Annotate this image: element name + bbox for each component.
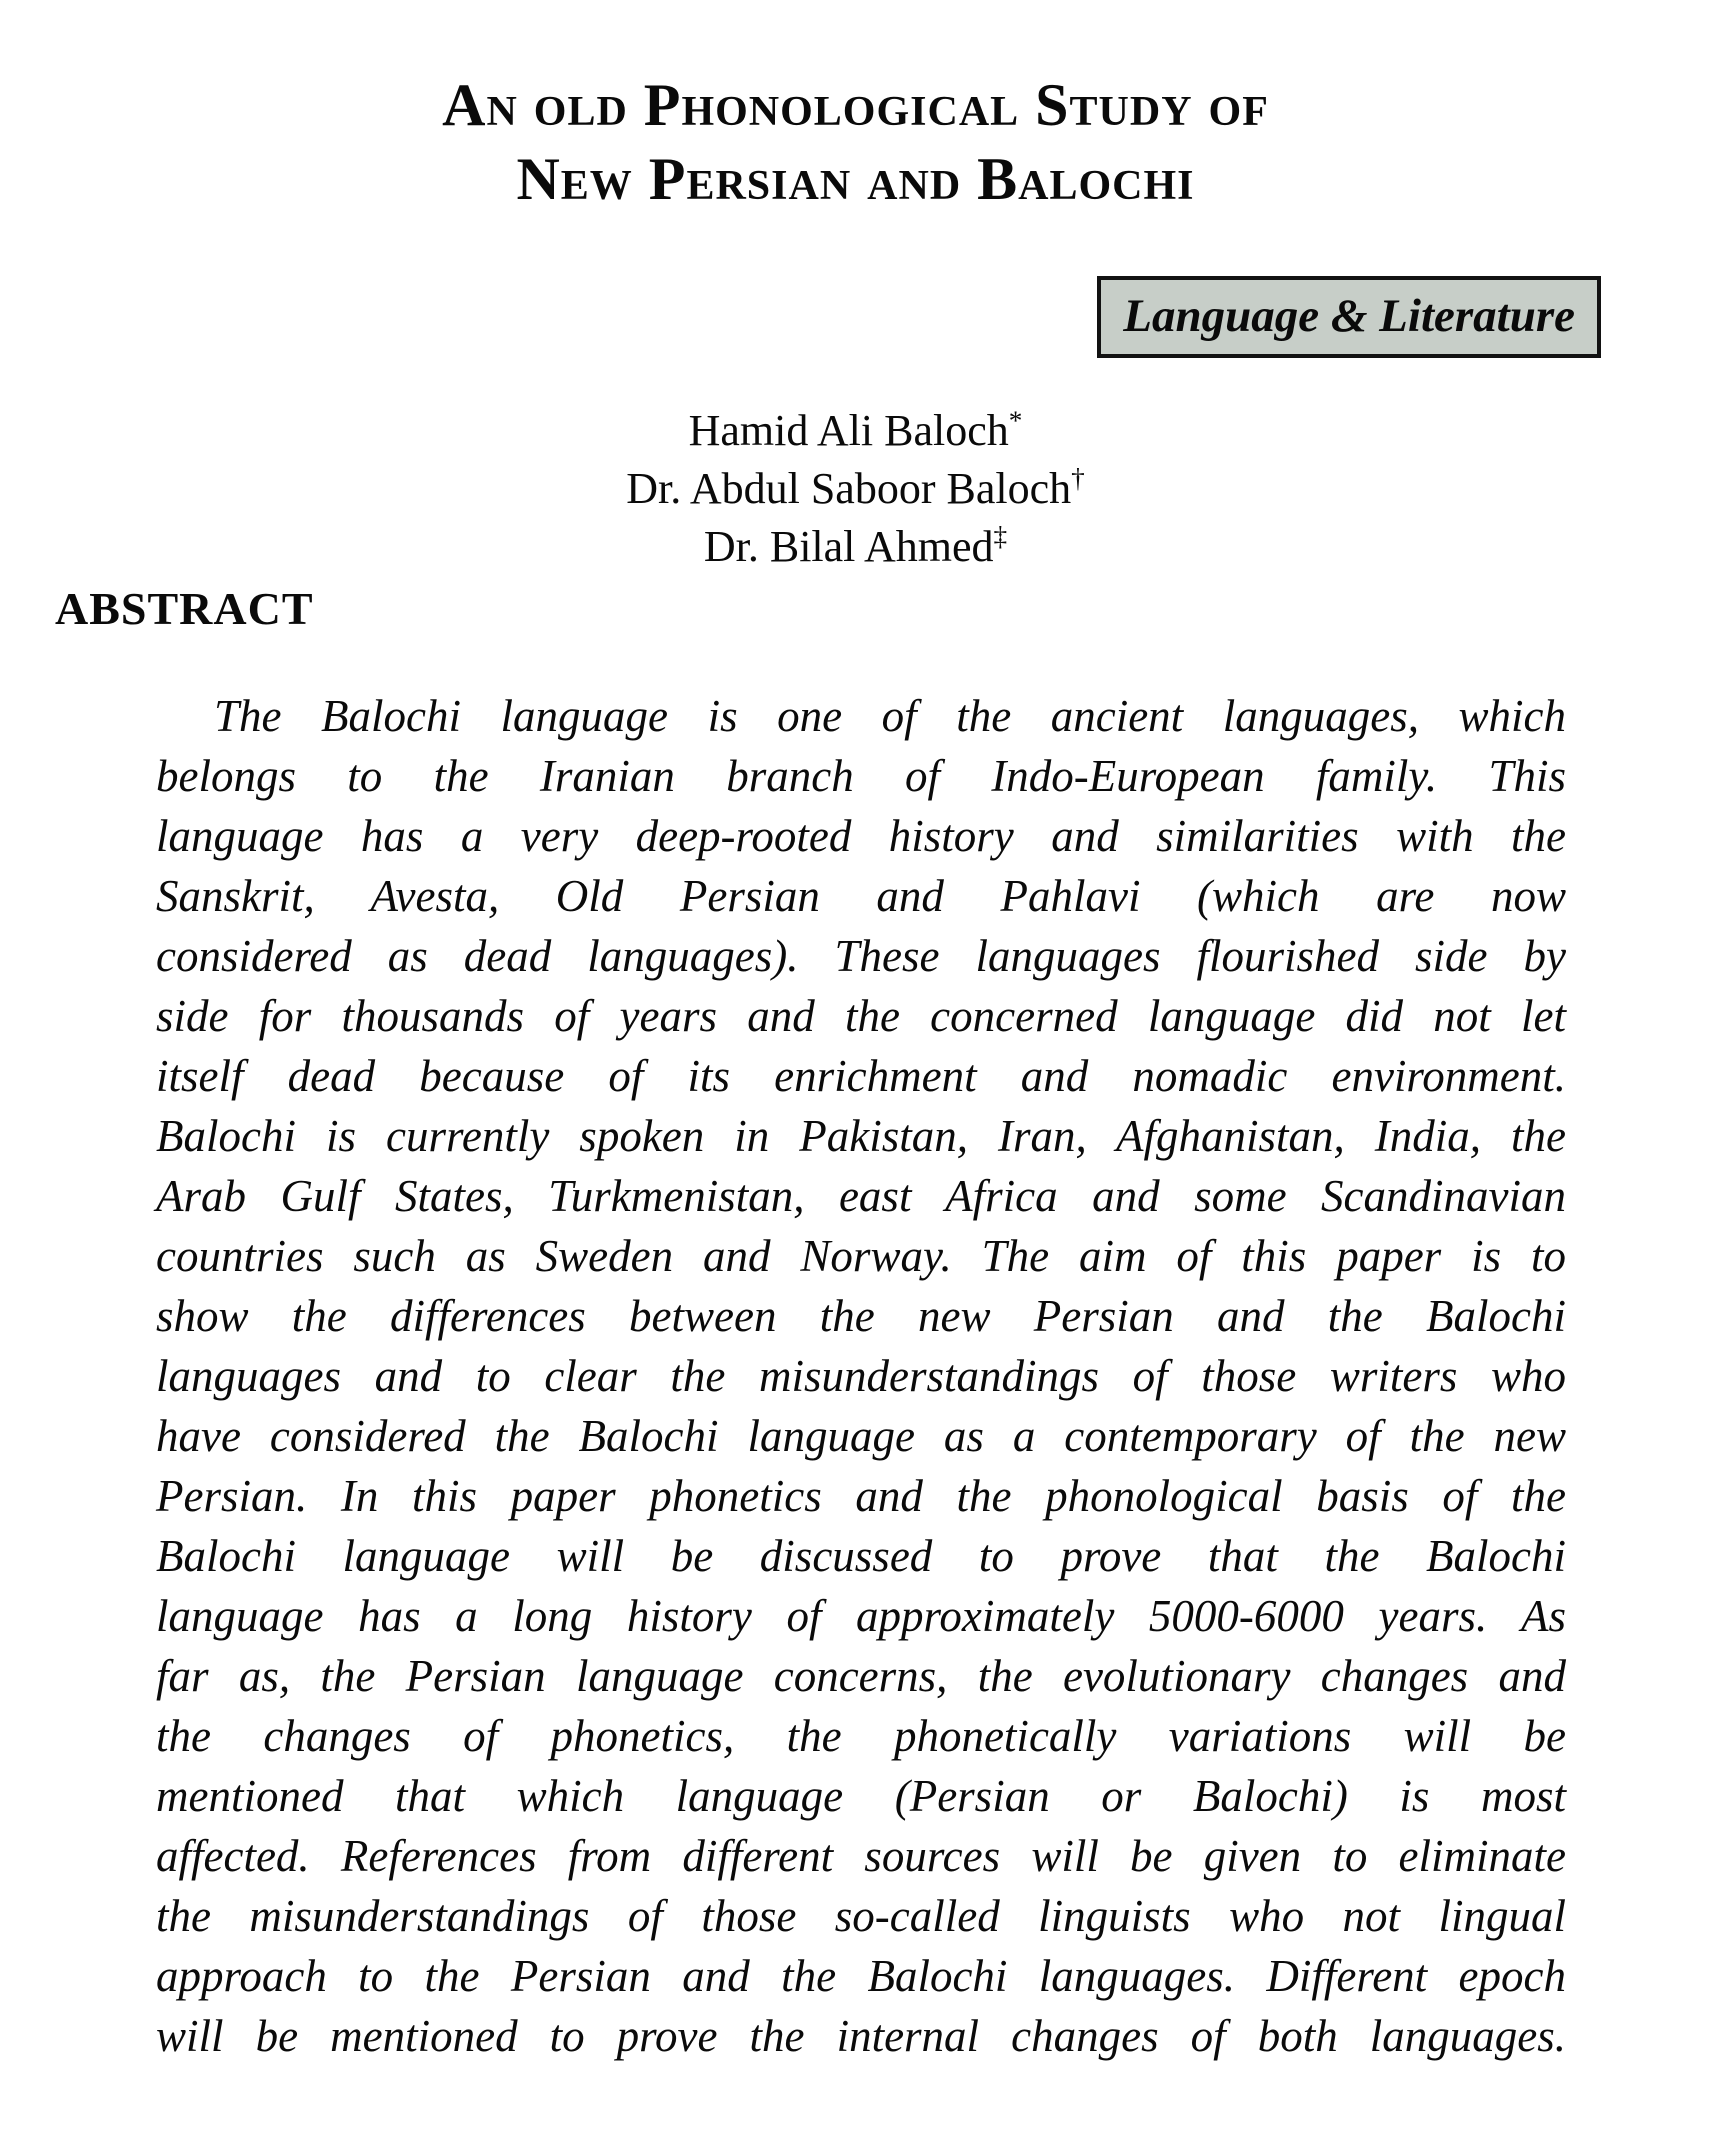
author-name: Dr. Abdul Saboor Baloch (626, 464, 1072, 513)
abstract-line: itself dead because of its enrichment and nomadic environment. (156, 1051, 1566, 1101)
abstract-line: considered as dead languages). These languages flourished side by (156, 931, 1566, 981)
author-line (0, 402, 1711, 460)
abstract-line: the changes of phonetics, the phonetically variations will be (156, 1711, 1566, 1761)
abstract-line: Arab Gulf States, Turkmenistan, east Africa and some Scandinavian (156, 1171, 1566, 1221)
abstract-line: language has a long history of approximately 5000-6000 years. As (156, 1591, 1566, 1641)
paper-title-line-1: An old Phonological Study of (442, 72, 1269, 138)
abstract-body (156, 686, 1566, 2066)
author-footnote-marker: * (1008, 405, 1023, 436)
abstract-line: Persian. In this paper phonetics and the phonological basis of the (156, 1471, 1566, 1521)
paper-title-line-2: New Persian and Balochi (516, 146, 1195, 212)
abstract-line: countries such as Sweden and Norway. The aim of this paper is to (156, 1231, 1566, 1281)
abstract-line: will be mentioned to prove the internal changes of both languages. (156, 2011, 1566, 2061)
abstract-line: belongs to the Iranian branch of Indo-European family. This (156, 751, 1566, 801)
abstract-line: Balochi is currently spoken in Pakistan, Iran, Afghanistan, India, the (156, 1111, 1566, 1161)
authors (0, 402, 1711, 576)
abstract-line: mentioned that which language (Persian or Balochi) is most (156, 1771, 1566, 1821)
author-footnote-marker: † (1071, 463, 1085, 494)
abstract-line: Sanskrit, Avesta, Old Persian and Pahlavi (which are now (156, 871, 1566, 921)
abstract-line: Balochi language will be discussed to prove that the Balochi (156, 1531, 1566, 1581)
abstract-line: the misunderstandings of those so-called linguists who not lingual (156, 1891, 1566, 1941)
paper-title (0, 68, 1711, 216)
author-line (0, 518, 1711, 576)
author-name: Hamid Ali Baloch (688, 406, 1009, 455)
abstract-line: language has a very deep-rooted history and similarities with the (156, 811, 1566, 861)
abstract-line: The Balochi language is one of the ancient languages, which (214, 691, 1566, 741)
abstract-line: side for thousands of years and the concerned language did not let (156, 991, 1566, 1041)
abstract-line: affected. References from different sources will be given to eliminate (156, 1831, 1566, 1881)
abstract-line: show the differences between the new Persian and the Balochi (156, 1291, 1566, 1341)
abstract-line: have considered the Balochi language as a contemporary of the new (156, 1411, 1566, 1461)
abstract-line: approach to the Persian and the Balochi languages. Different epoch (156, 1951, 1566, 2001)
abstract-line: languages and to clear the misunderstandings of those writers who (156, 1351, 1566, 1401)
category-badge: Language & Literature (1097, 276, 1601, 358)
abstract-line: far as, the Persian language concerns, the evolutionary changes and (156, 1651, 1566, 1701)
author-line (0, 460, 1711, 518)
author-name: Dr. Bilal Ahmed (703, 522, 994, 571)
abstract-heading: ABSTRACT (55, 583, 314, 634)
author-footnote-marker: ‡ (993, 521, 1008, 552)
